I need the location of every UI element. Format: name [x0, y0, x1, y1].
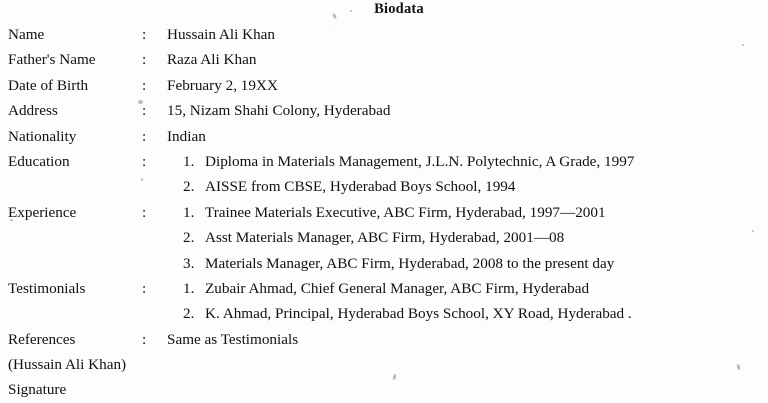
- field-row-experience: [0, 200, 768, 225]
- field-row-experience-continued: [0, 225, 768, 250]
- field-row-testimonials: [0, 276, 768, 301]
- closing-name-row: [0, 352, 768, 377]
- field-value: February 2, 19XX: [167, 76, 278, 94]
- list-item-text: Trainee Materials Executive, ABC Firm, Hyderabad, 1997—2001: [205, 203, 606, 221]
- field-label: Testimonials: [8, 279, 86, 297]
- list-item: [183, 301, 632, 326]
- field-row-education: [0, 149, 768, 174]
- list-item-number: 2.: [183, 178, 195, 196]
- signature-label: Signature: [8, 381, 67, 399]
- list-item-text: K. Ahmad, Principal, Hyderabad Boys School, XY Road, Hyderabad .: [205, 305, 632, 323]
- field-row-fathers-name: [0, 47, 768, 72]
- field-separator: :: [142, 26, 147, 43]
- field-label: Father's Name: [8, 51, 96, 69]
- field-value: 15, Nizam Shahi Colony, Hyderabad: [167, 102, 391, 120]
- list-item: [183, 251, 614, 276]
- field-row-experience-continued: [0, 251, 768, 276]
- field-separator: :: [142, 102, 147, 120]
- field-row-address: [0, 98, 768, 123]
- list-item: [183, 149, 634, 174]
- field-label: Name: [8, 26, 45, 43]
- field-separator: :: [142, 51, 147, 69]
- field-row-nationality: [0, 124, 768, 149]
- field-label: References: [8, 330, 76, 348]
- list-item-number: 2.: [183, 229, 195, 247]
- field-label: Address: [8, 102, 58, 120]
- field-value: Indian: [167, 127, 206, 145]
- field-row-references: [0, 327, 768, 352]
- field-separator: :: [142, 127, 147, 145]
- page-title: Biodata: [374, 1, 424, 17]
- closing-signature-row: [0, 377, 768, 402]
- field-label: Experience: [8, 203, 77, 221]
- field-value: Hussain Ali Khan: [167, 26, 275, 43]
- field-row-testimonials-continued: [0, 301, 768, 326]
- field-separator: :: [142, 152, 147, 170]
- list-item: [183, 200, 606, 225]
- field-separator: :: [142, 76, 147, 94]
- closing-name: (Hussain Ali Khan): [8, 356, 127, 374]
- list-item-text: Diploma in Materials Management, J.L.N. Polytechnic, A Grade, 1997: [205, 152, 635, 170]
- field-label: Date of Birth: [8, 76, 89, 94]
- field-separator: :: [142, 279, 147, 297]
- field-value: Raza Ali Khan: [167, 51, 257, 69]
- list-item-number: 1.: [183, 279, 195, 297]
- list-item-number: 3.: [183, 254, 195, 272]
- list-item-number: 2.: [183, 305, 195, 323]
- list-item: [183, 174, 516, 199]
- list-item-text: AISSE from CBSE, Hyderabad Boys School, 1994: [205, 178, 516, 196]
- field-row-education-continued: [0, 174, 768, 199]
- field-row-name: [0, 22, 768, 47]
- list-item-text: Zubair Ahmad, Chief General Manager, ABC Firm, Hyderabad: [205, 279, 590, 297]
- biodata-field-list: [0, 22, 768, 403]
- field-separator: :: [142, 203, 147, 221]
- field-separator: :: [142, 330, 147, 348]
- list-item-number: 1.: [183, 152, 195, 170]
- list-item-text: Materials Manager, ABC Firm, Hyderabad, 2008 to the present day: [205, 254, 615, 272]
- field-row-date-of-birth: [0, 73, 768, 98]
- field-value: Same as Testimonials: [167, 330, 299, 348]
- list-item: [183, 276, 589, 301]
- list-item-number: 1.: [183, 203, 195, 221]
- list-item: [183, 225, 564, 250]
- list-item-text: Asst Materials Manager, ABC Firm, Hyderabad, 2001—08: [205, 229, 565, 247]
- field-label: Nationality: [8, 127, 77, 145]
- field-label: Education: [8, 152, 70, 170]
